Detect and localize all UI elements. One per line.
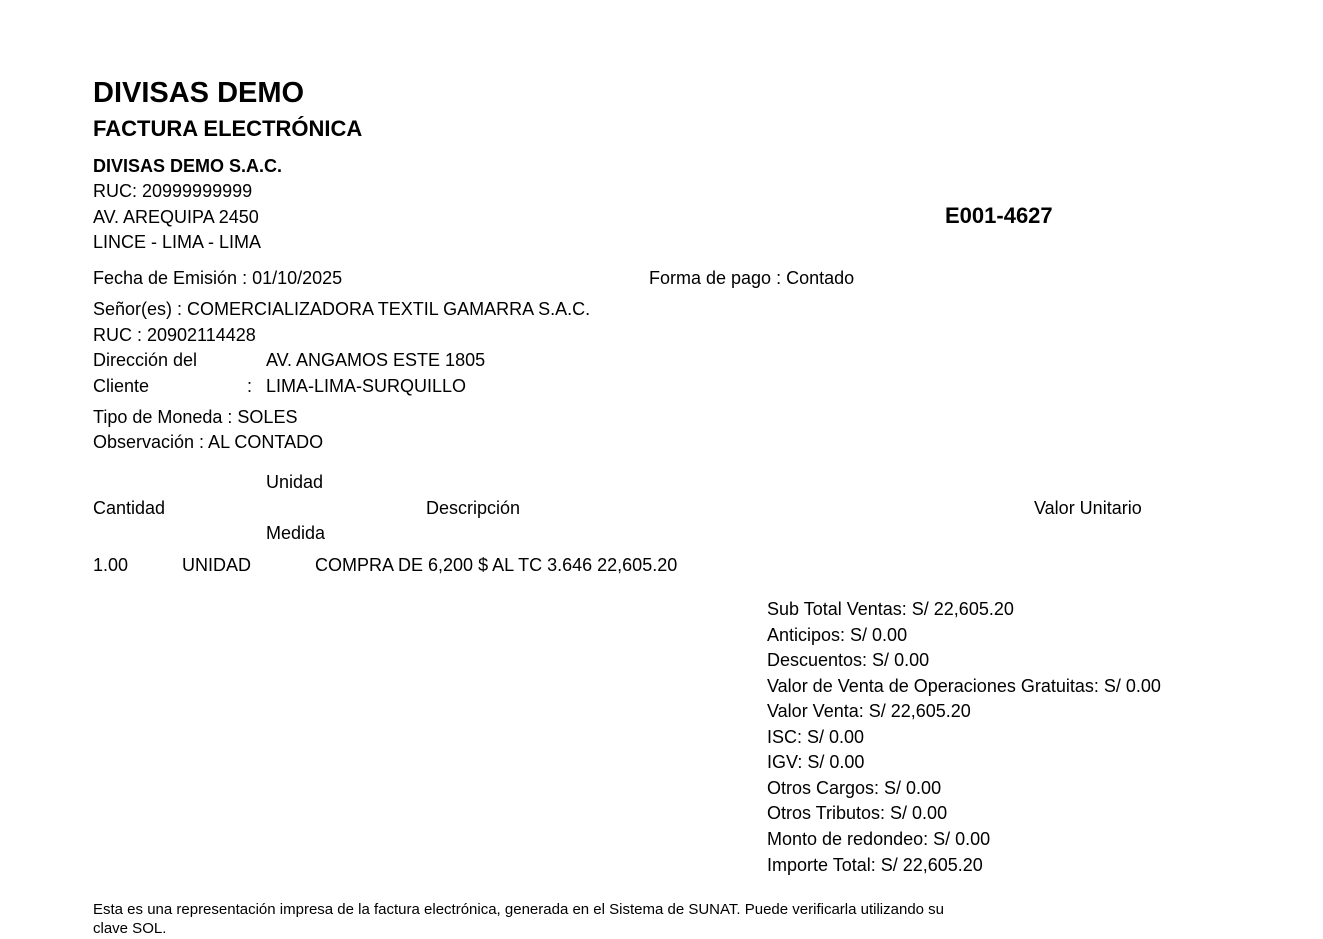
currency-type: Tipo de Moneda : SOLES <box>93 407 298 427</box>
observation: Observación : AL CONTADO <box>93 432 324 452</box>
document-type: FACTURA ELECTRÓNICA <box>93 116 363 141</box>
other-charges: Otros Cargos: S/ 0.00 <box>767 778 942 798</box>
header-description: Descripción <box>426 498 521 518</box>
brand-title: DIVISAS DEMO <box>93 77 305 109</box>
customer-name: Señor(es) : COMERCIALIZADORA TEXTIL GAMARRA S.A.C. <box>93 299 591 319</box>
isc: ISC: S/ 0.00 <box>767 727 865 747</box>
rounding-amount: Monto de redondeo: S/ 0.00 <box>767 829 991 849</box>
header-unit: Unidad <box>266 472 324 492</box>
header-quantity: Cantidad <box>93 498 166 518</box>
footer-note: Esta es una representación impresa de la factura electrónica, generada en el Sistema de SUNAT. Puede verificarla utilizando su clave SOL. <box>93 901 945 937</box>
sale-value: Valor Venta: S/ 22,605.20 <box>767 701 971 721</box>
customer-address-label-2: Cliente <box>93 376 150 396</box>
row-quantity: 1.00 <box>93 555 129 575</box>
advances: Anticipos: S/ 0.00 <box>767 625 908 645</box>
payment-method: Forma de pago : Contado <box>649 268 855 288</box>
subtotal-sales: Sub Total Ventas: S/ 22,605.20 <box>767 599 1014 619</box>
total-amount: Importe Total: S/ 22,605.20 <box>767 855 983 875</box>
header-measure: Medida <box>266 523 326 543</box>
row-unit: UNIDAD <box>182 555 252 575</box>
discounts: Descuentos: S/ 0.00 <box>767 650 930 670</box>
other-taxes: Otros Tributos: S/ 0.00 <box>767 803 948 823</box>
issuer-address: AV. AREQUIPA 2450 <box>93 207 259 227</box>
customer-address-label: Dirección del <box>93 350 198 370</box>
customer-ruc: RUC : 20902114428 <box>93 325 256 345</box>
customer-address-line-2: LIMA-LIMA-SURQUILLO <box>266 376 467 396</box>
issuer-location: LINCE - LIMA - LIMA <box>93 232 262 252</box>
header-unit-value: Valor Unitario <box>1034 498 1142 518</box>
igv: IGV: S/ 0.00 <box>767 752 865 772</box>
row-description: COMPRA DE 6,200 $ AL TC 3.646 22,605.20 <box>315 555 678 575</box>
issue-date: Fecha de Emisión : 01/10/2025 <box>93 268 343 288</box>
customer-address-colon: : <box>247 376 253 396</box>
customer-address-line-1: AV. ANGAMOS ESTE 1805 <box>266 350 486 370</box>
issuer-name: DIVISAS DEMO S.A.C. <box>93 156 283 176</box>
issuer-ruc: RUC: 20999999999 <box>93 181 253 201</box>
invoice-number: E001-4627 <box>945 203 1053 228</box>
free-operations-value: Valor de Venta de Operaciones Gratuitas: S/ 0.00 <box>767 676 1161 696</box>
